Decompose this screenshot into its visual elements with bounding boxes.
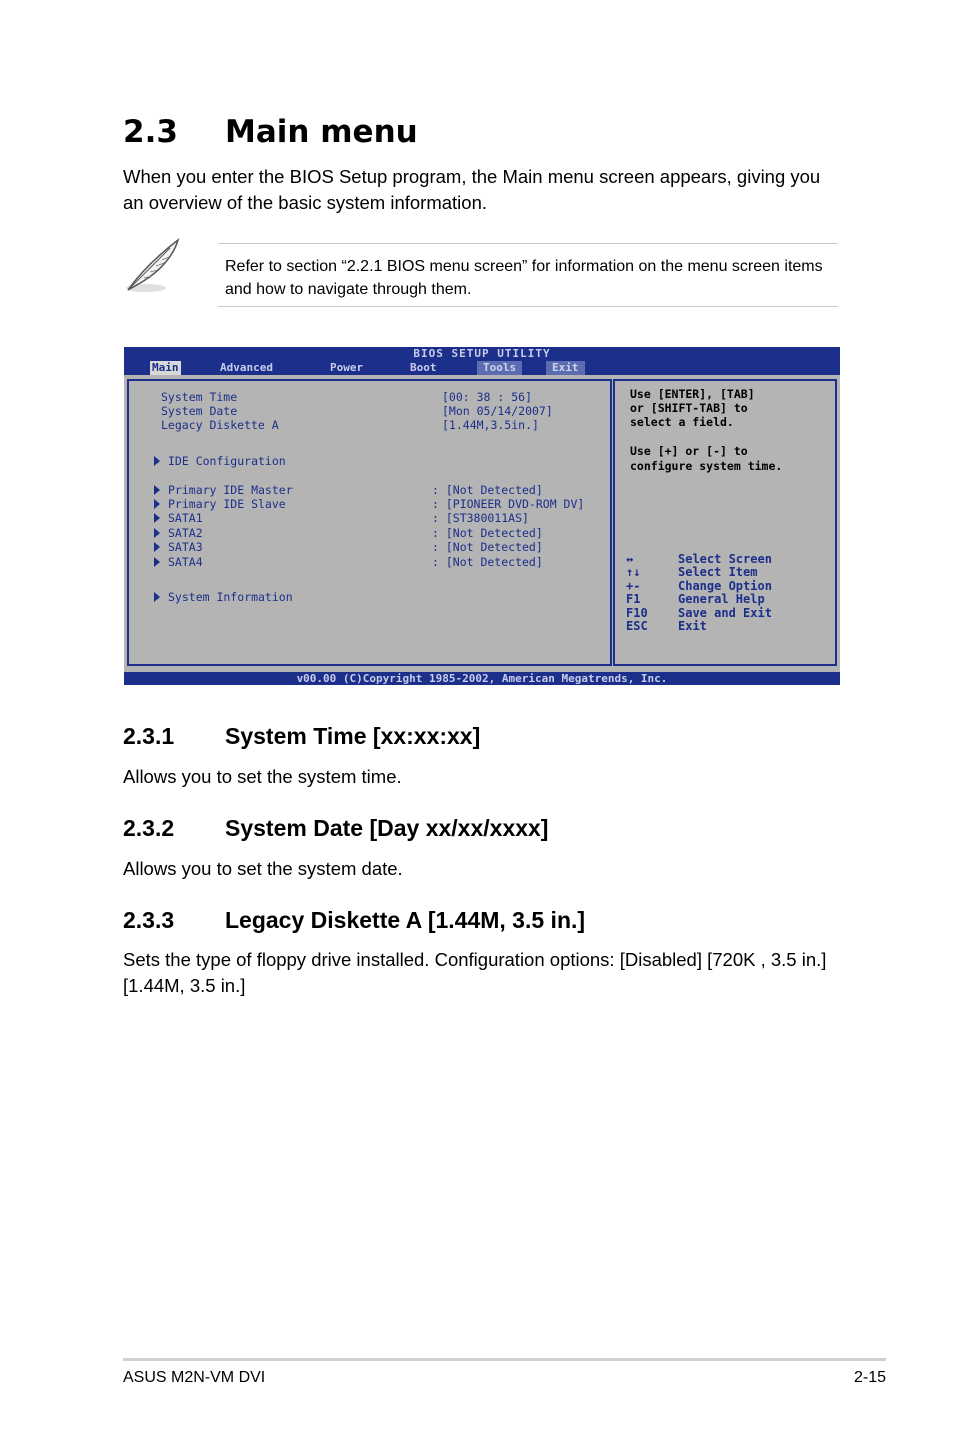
key-action-general-help: General Help	[678, 592, 765, 606]
key-left-right: ↔	[626, 552, 634, 566]
footer-product-name: ASUS M2N-VM DVI	[123, 1369, 266, 1386]
key-esc: ESC	[626, 619, 648, 633]
intro-paragraph: When you enter the BIOS Setup program, the Main menu screen appears, giving you an overview of the basic system information.	[123, 166, 821, 213]
feather-pen-icon	[122, 236, 184, 296]
help-line: or [SHIFT-TAB] to	[630, 401, 748, 415]
section-number: 2.3	[123, 114, 178, 150]
field-value-system-time[interactable]: [00: 38 : 56]	[442, 390, 533, 404]
bios-menu-main[interactable]: Main	[152, 361, 179, 374]
submenu-arrow-icon	[154, 528, 160, 538]
submenu-sata3[interactable]: SATA3	[168, 540, 203, 554]
drive-value-sata1: : [ST380011AS]	[432, 511, 529, 525]
submenu-arrow-icon	[154, 499, 160, 509]
submenu-arrow-icon	[154, 542, 160, 552]
drive-value-primary-ide-slave: : [PIONEER DVD-ROM DV]	[432, 497, 585, 511]
footer-page-number: 2-15	[853, 1369, 886, 1386]
bios-copyright: v00.00 (C)Copyright 1985-2002, American Megatrends, Inc.	[296, 672, 668, 685]
field-label-system-date[interactable]: System Date	[161, 404, 238, 418]
subsection-heading-legacy-diskette	[123, 905, 585, 935]
field-value-legacy-diskette[interactable]: [1.44M,3.5in.]	[442, 418, 539, 432]
bios-menu-boot[interactable]: Boot	[410, 361, 437, 374]
note-box	[218, 243, 838, 307]
submenu-primary-ide-slave[interactable]: Primary IDE Slave	[168, 497, 286, 511]
submenu-ide-configuration[interactable]: IDE Configuration	[168, 454, 286, 468]
key-up-down: ↑↓	[626, 565, 641, 579]
bios-menu-advanced[interactable]: Advanced	[220, 361, 273, 374]
help-line: Use [ENTER], [TAB]	[630, 387, 755, 401]
drive-value-primary-ide-master: : [Not Detected]	[432, 483, 543, 497]
submenu-sata2[interactable]: SATA2	[168, 526, 203, 540]
drive-value-sata2: : [Not Detected]	[432, 526, 543, 540]
submenu-sata4[interactable]: SATA4	[168, 555, 203, 569]
subsection-title: System Date [Day xx/xx/xxxx]	[225, 815, 549, 841]
key-action-select-screen: Select Screen	[678, 552, 772, 566]
subsection-body: Allows you to set the system time.	[123, 766, 402, 787]
key-action-exit: Exit	[678, 619, 707, 633]
subsection-heading-system-time	[123, 721, 480, 751]
drive-value-sata3: : [Not Detected]	[432, 540, 543, 554]
subsection-heading-system-date	[123, 813, 548, 843]
submenu-primary-ide-master[interactable]: Primary IDE Master	[168, 483, 293, 497]
field-value-system-date[interactable]: [Mon 05/14/2007]	[442, 404, 553, 418]
key-f1: F1	[626, 592, 641, 606]
bios-settings-panel	[127, 379, 612, 666]
bios-screenshot	[124, 347, 840, 685]
subsection-title: Legacy Diskette A [1.44M, 3.5 in.]	[225, 907, 586, 933]
submenu-arrow-icon	[154, 485, 160, 495]
help-line: Use [+] or [-] to	[630, 444, 748, 458]
submenu-system-information[interactable]: System Information	[168, 590, 293, 604]
note-text: Refer to section “2.2.1 BIOS menu screen” for information on the menu screen items and how to navigate through them.	[225, 258, 823, 298]
subsection-body: Sets the type of floppy drive installed. Configuration options: [Disabled] [720K , 3.5 in.] [1.44M, 3.5 in.]	[123, 949, 827, 996]
key-action-save-and-exit: Save and Exit	[678, 606, 772, 620]
submenu-sata1[interactable]: SATA1	[168, 511, 203, 525]
section-title: Main menu	[225, 114, 418, 150]
bios-menu-exit[interactable]: Exit	[546, 361, 585, 375]
help-line: configure system time.	[630, 459, 783, 473]
subsection-number: 2.3.2	[123, 815, 175, 841]
submenu-arrow-icon	[154, 513, 160, 523]
bios-menu-tools[interactable]: Tools	[477, 361, 522, 375]
bios-menu-power[interactable]: Power	[330, 361, 364, 374]
subsection-body: Allows you to set the system date.	[123, 858, 403, 879]
footer-divider	[123, 1358, 886, 1361]
key-plus-minus: +-	[626, 579, 641, 593]
submenu-arrow-icon	[154, 592, 160, 602]
bios-help-panel	[613, 379, 837, 666]
subsection-number: 2.3.3	[123, 907, 175, 933]
drive-value-sata4: : [Not Detected]	[432, 555, 543, 569]
submenu-arrow-icon	[154, 557, 160, 567]
field-label-system-time[interactable]: System Time	[161, 390, 238, 404]
key-f10: F10	[626, 606, 648, 620]
help-line: select a field.	[630, 415, 734, 429]
bios-title: BIOS SETUP UTILITY	[413, 347, 551, 360]
page-title	[123, 112, 418, 152]
field-label-legacy-diskette[interactable]: Legacy Diskette A	[161, 418, 279, 432]
submenu-arrow-icon	[154, 456, 160, 466]
bios-menu-bar	[124, 361, 840, 375]
subsection-title: System Time [xx:xx:xx]	[225, 723, 481, 749]
key-action-select-item: Select Item	[678, 565, 758, 579]
bios-body	[124, 375, 840, 672]
subsection-number: 2.3.1	[123, 723, 175, 749]
key-action-change-option: Change Option	[678, 579, 772, 593]
